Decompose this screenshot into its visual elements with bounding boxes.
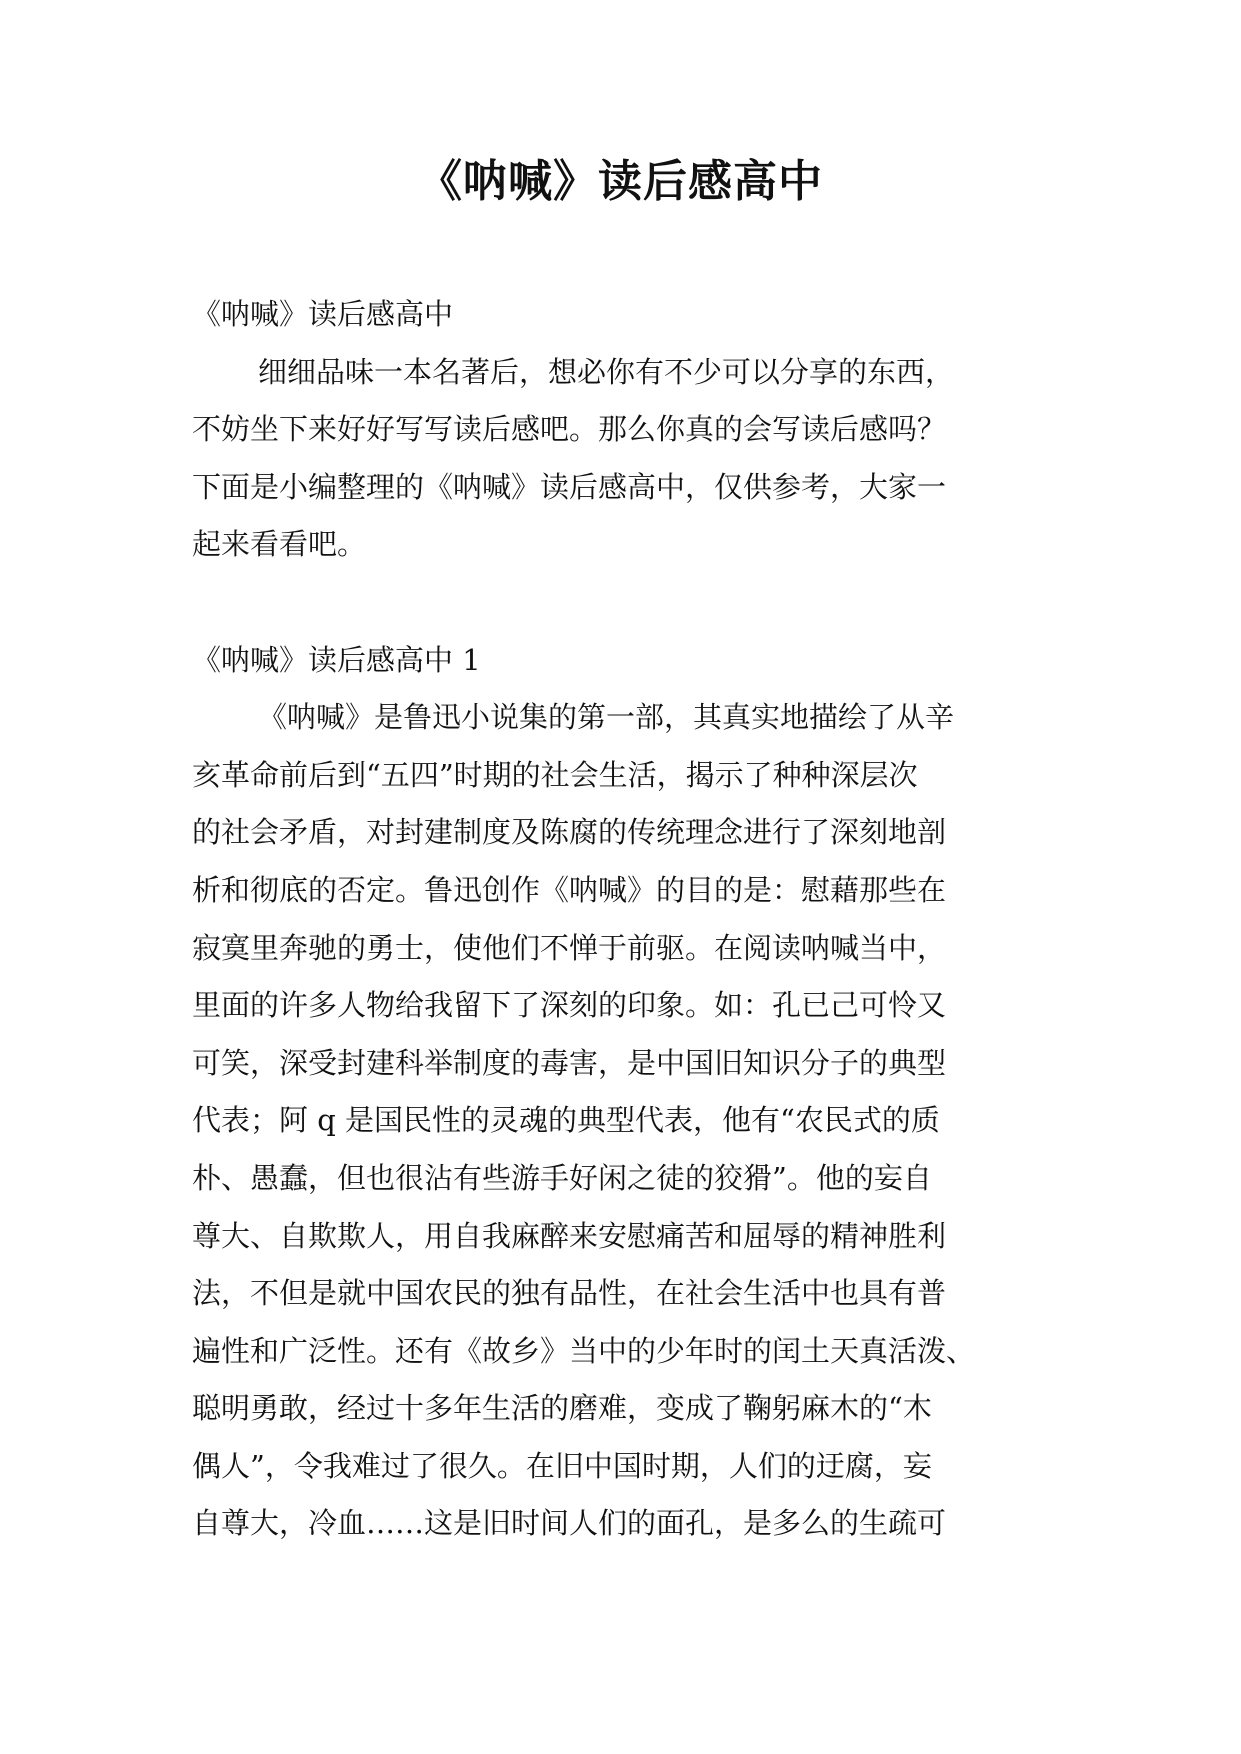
intro-line: 下面是小编整理的《呐喊》读后感高中，仅供参考，大家一 xyxy=(192,469,947,504)
section-line: 聪明勇敢，经过十多年生活的磨难，变成了鞠躬麻木的“木 xyxy=(192,1391,932,1426)
section-line: 亥革命前后到“五四”时期的社会生活，揭示了种种深层次 xyxy=(192,757,918,792)
intro-line: 细细品味一本名著后，想必你有不少可以分享的东西， xyxy=(258,354,955,389)
section-line: 《呐喊》是鲁迅小说集的第一部，其真实地描绘了从辛 xyxy=(258,700,955,735)
section-line: 可笑，深受封建科举制度的毒害，是中国旧知识分子的典型 xyxy=(192,1045,947,1080)
section-line: 遍性和广泛性。还有《故乡》当中的少年时的闰土天真活泼、 xyxy=(192,1333,976,1368)
intro-line: 不妨坐下来好好写写读后感吧。那么你真的会写读后感吗？ xyxy=(192,412,947,447)
section-line: 偶人”，令我难过了很久。在旧中国时期，人们的迂腐，妄 xyxy=(192,1448,932,1483)
section-line: 里面的许多人物给我留下了深刻的印象。如：孔已己可怜又 xyxy=(192,988,947,1023)
section-line: 寂寞里奔驰的勇士，使他们不惮于前驱。在阅读呐喊当中， xyxy=(192,930,947,965)
paragraph-gap xyxy=(192,574,1067,632)
document-body xyxy=(192,286,1067,1553)
section-line: 尊大、自欺欺人，用自我麻醉来安慰痛苦和屈辱的精神胜利 xyxy=(192,1218,947,1253)
subheading: 《呐喊》读后感高中 xyxy=(192,297,454,331)
section-line: 朴、愚蠢，但也很沾有些游手好闲之徒的狡猾”。他的妄自 xyxy=(192,1160,932,1195)
section-line: 法，不但是就中国农民的独有品性，在社会生活中也具有普 xyxy=(192,1276,947,1311)
intro-line: 起来看看吧。 xyxy=(192,527,367,562)
section-line: 代表；阿 q 是国民性的灵魂的典型代表，他有“农民式的质 xyxy=(192,1103,940,1138)
section-line: 析和彻底的否定。鲁迅创作《呐喊》的目的是：慰藉那些在 xyxy=(192,872,947,907)
document-title: 《呐喊》读后感高中 xyxy=(418,156,823,207)
section-line: 自尊大，冷血……这是旧时间人们的面孔，是多么的生疏可 xyxy=(192,1506,947,1541)
section-line: 的社会矛盾，对封建制度及陈腐的传统理念进行了深刻地剖 xyxy=(192,815,947,850)
section-heading: 《呐喊》读后感高中 1 xyxy=(192,642,481,677)
